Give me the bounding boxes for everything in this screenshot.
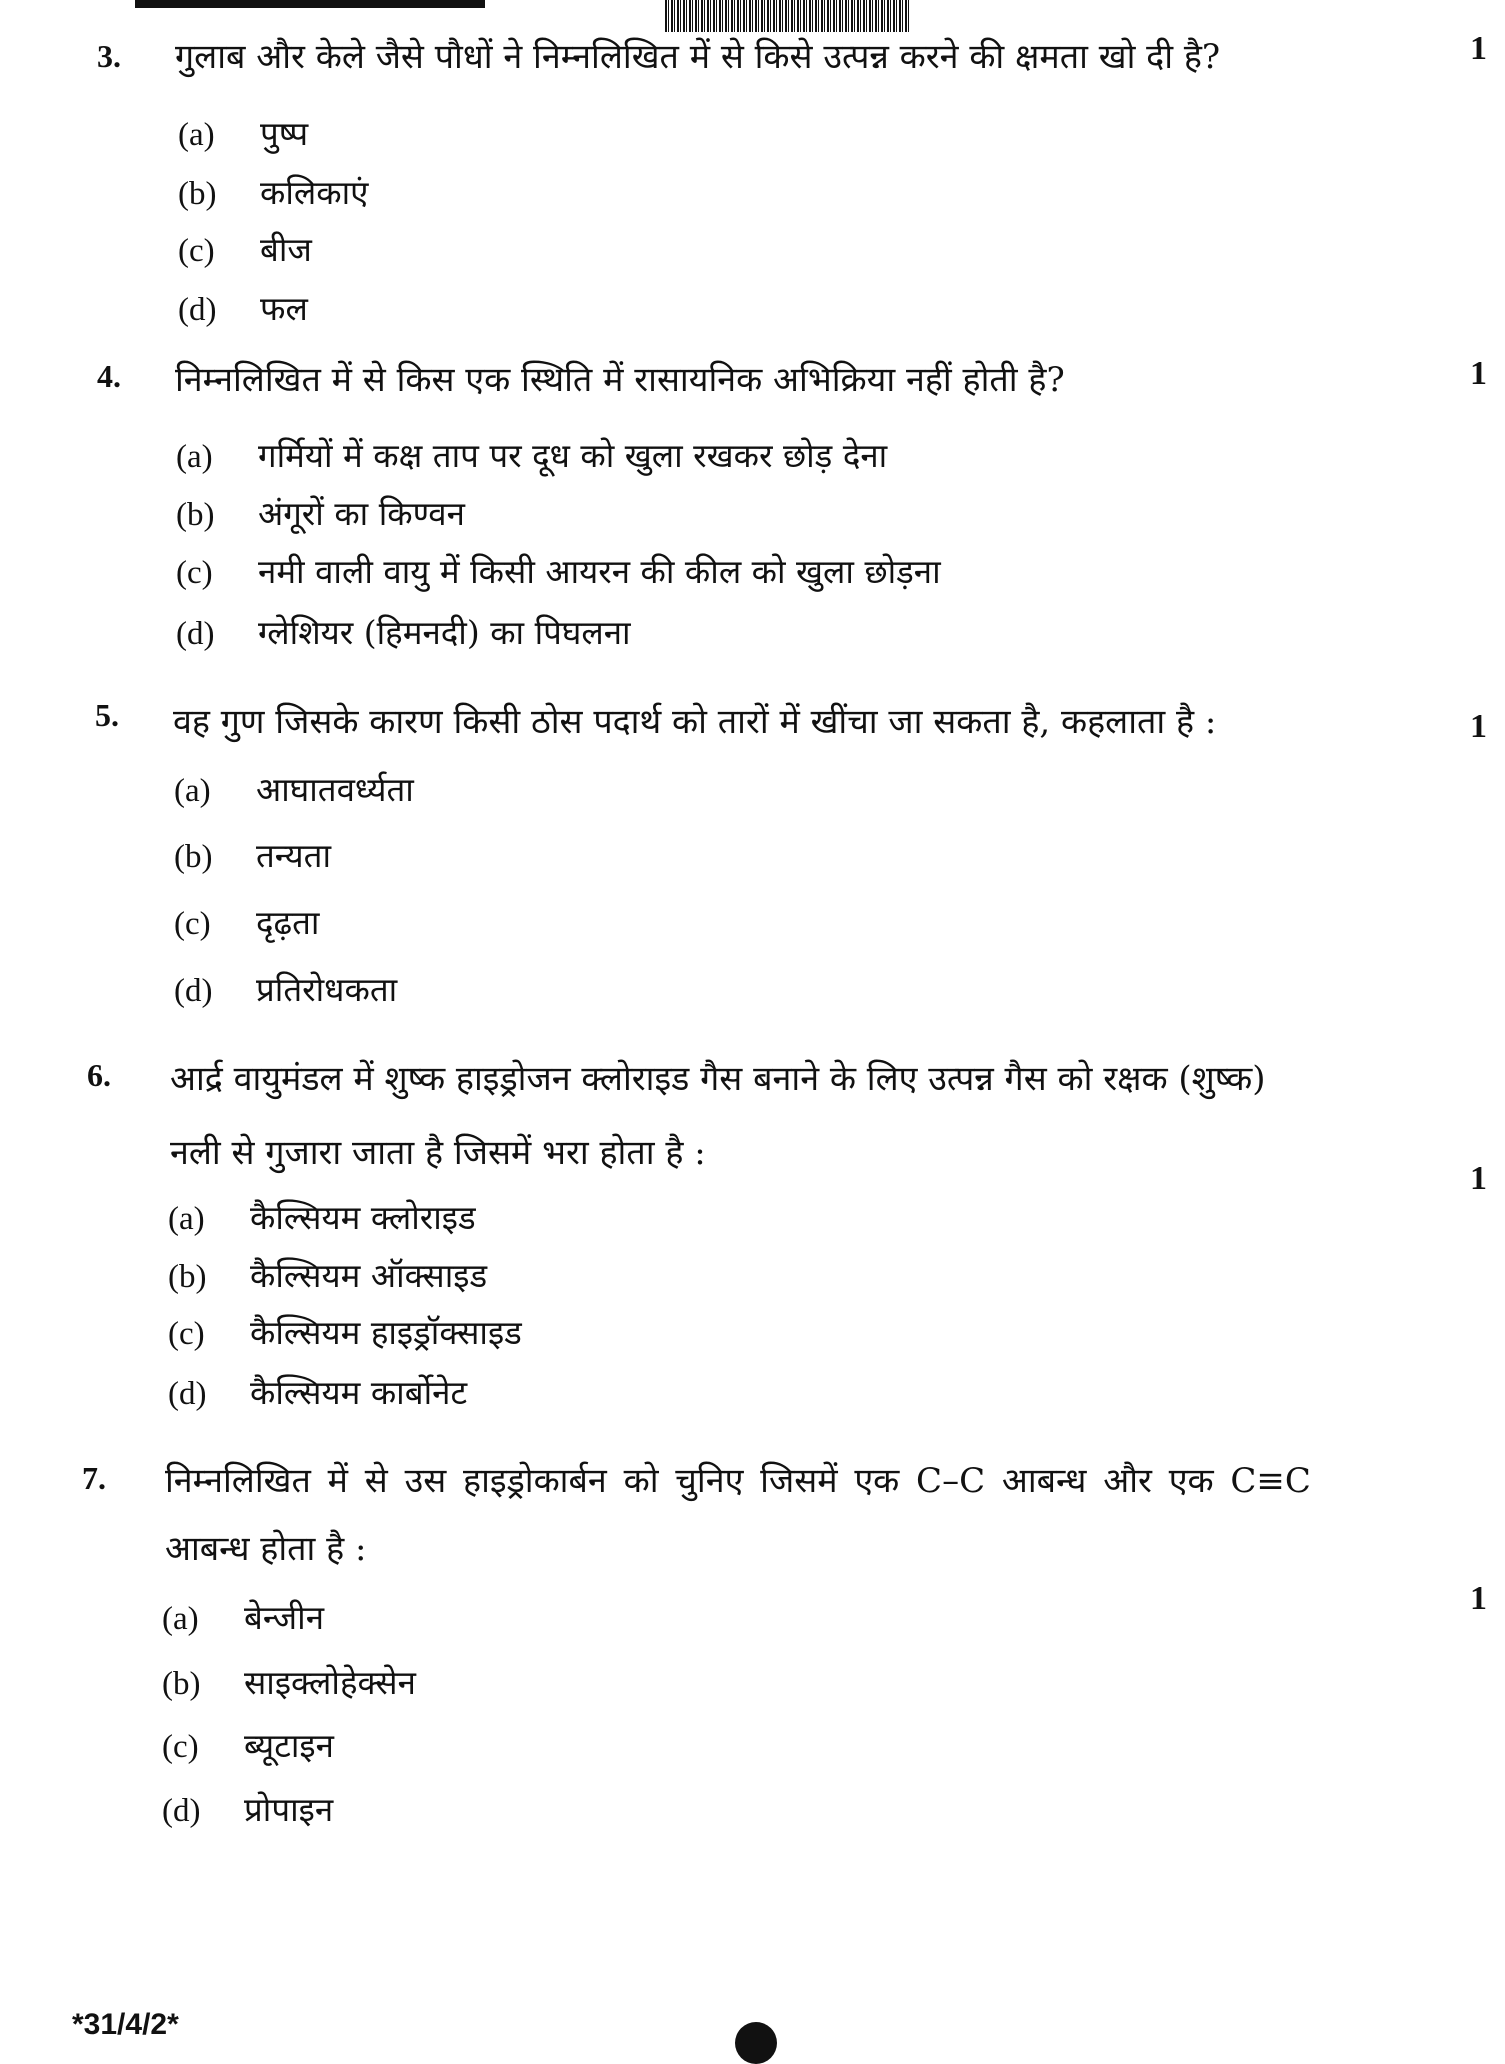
page-marker bbox=[735, 2022, 777, 2064]
option-label: (d) bbox=[168, 1376, 207, 1412]
option-label: (a) bbox=[178, 117, 215, 153]
option-label: (b) bbox=[168, 1259, 207, 1295]
option bbox=[178, 169, 368, 214]
option bbox=[174, 832, 331, 877]
option-label: (c) bbox=[162, 1729, 199, 1765]
option-text: कलिकाएं bbox=[260, 173, 369, 212]
option-text: नमी वाली वायु में किसी आयरन की कील को खुला छोड़ना bbox=[258, 552, 941, 591]
option-label: (d) bbox=[178, 292, 217, 328]
option-label: (b) bbox=[162, 1666, 201, 1702]
option-text: अंगूरों का किण्वन bbox=[258, 494, 465, 533]
option bbox=[176, 609, 631, 654]
question-number: 5. bbox=[95, 697, 119, 733]
option-text: साइक्लोहेक्सेन bbox=[244, 1663, 416, 1702]
option-text: बीज bbox=[260, 230, 312, 269]
question-marks: 1 bbox=[1470, 30, 1487, 67]
option bbox=[174, 966, 397, 1011]
question-marks: 1 bbox=[1470, 1580, 1487, 1617]
option-label: (a) bbox=[168, 1201, 205, 1237]
option bbox=[176, 432, 887, 477]
option-text: ब्यूटाइन bbox=[244, 1726, 334, 1765]
option-label: (a) bbox=[176, 439, 213, 475]
option-text: कैल्सियम कार्बोनेट bbox=[250, 1373, 468, 1412]
barcode bbox=[665, 0, 910, 32]
option bbox=[178, 285, 308, 330]
question-text: वह गुण जिसके कारण किसी ठोस पदार्थ को तारों में खींचा जा सकता है, कहलाता है : bbox=[173, 702, 1217, 742]
option-label: (b) bbox=[174, 839, 213, 875]
question-text: नली से गुजारा जाता है जिसमें भरा होता है : bbox=[170, 1133, 706, 1173]
option-label: (d) bbox=[162, 1793, 201, 1829]
paper-code: *31/4/2* bbox=[72, 2008, 179, 2041]
option-label: (c) bbox=[178, 233, 215, 269]
option-text: आघातवर्ध्यता bbox=[256, 770, 414, 809]
question-text: निम्नलिखित में से उस हाइड्रोकार्बन को चुनिए जिसमें एक C–C आबन्ध और एक C≡C bbox=[165, 1461, 1311, 1501]
option-text: गर्मियों में कक्ष ताप पर दूध को खुला रखकर छोड़ देना bbox=[258, 436, 888, 475]
option-text: फल bbox=[260, 289, 308, 328]
option-text: प्रतिरोधकता bbox=[256, 970, 398, 1009]
option bbox=[168, 1309, 522, 1354]
question-text: निम्नलिखित में से किस एक स्थिति में रासायनिक अभिक्रिया नहीं होती है? bbox=[175, 360, 1065, 400]
option-text: कैल्सियम हाइड्रॉक्साइड bbox=[250, 1313, 522, 1352]
option-label: (c) bbox=[174, 906, 211, 942]
question-marks: 1 bbox=[1470, 1160, 1487, 1197]
option-label: (d) bbox=[174, 973, 213, 1009]
option-label: (c) bbox=[168, 1316, 205, 1352]
question-marks: 1 bbox=[1470, 708, 1487, 745]
header-bar bbox=[135, 0, 485, 8]
option-label: (a) bbox=[174, 773, 211, 809]
option bbox=[162, 1786, 333, 1831]
option bbox=[168, 1369, 467, 1414]
option bbox=[178, 110, 308, 155]
option bbox=[174, 899, 319, 944]
option bbox=[174, 766, 414, 811]
option bbox=[162, 1722, 334, 1767]
option-text: दृढ़ता bbox=[256, 903, 320, 942]
option bbox=[168, 1194, 476, 1239]
option-text: कैल्सियम ऑक्साइड bbox=[250, 1256, 488, 1295]
question-text: आबन्ध होता है : bbox=[165, 1529, 367, 1569]
option bbox=[176, 548, 941, 593]
option-text: तन्यता bbox=[256, 836, 332, 875]
option-text: पुष्प bbox=[260, 114, 309, 153]
option-label: (b) bbox=[178, 176, 217, 212]
option bbox=[162, 1594, 324, 1639]
option bbox=[178, 226, 312, 271]
question-marks: 1 bbox=[1470, 355, 1487, 392]
option bbox=[168, 1252, 487, 1297]
option-text: प्रोपाइन bbox=[244, 1790, 334, 1829]
option-text: बेन्जीन bbox=[244, 1598, 325, 1637]
option-label: (a) bbox=[162, 1601, 199, 1637]
option bbox=[176, 490, 465, 535]
question-text: गुलाब और केले जैसे पौधों ने निम्नलिखित में से किसे उत्पन्न करने की क्षमता खो दी है? bbox=[175, 37, 1221, 77]
option-label: (c) bbox=[176, 555, 213, 591]
option-text: ग्लेशियर (हिमनदी) का पिघलना bbox=[258, 613, 631, 652]
option-label: (b) bbox=[176, 497, 215, 533]
question-number: 4. bbox=[97, 358, 121, 394]
option bbox=[162, 1659, 416, 1704]
option-label: (d) bbox=[176, 616, 215, 652]
question-number: 7. bbox=[82, 1460, 106, 1496]
question-text: आर्द्र वायुमंडल में शुष्क हाइड्रोजन क्लोराइड गैस बनाने के लिए उत्पन्न गैस को रक्षक (शुष्क) bbox=[170, 1059, 1266, 1099]
question-number: 3. bbox=[97, 38, 121, 74]
option-text: कैल्सियम क्लोराइड bbox=[250, 1198, 476, 1237]
question-number: 6. bbox=[87, 1057, 111, 1093]
